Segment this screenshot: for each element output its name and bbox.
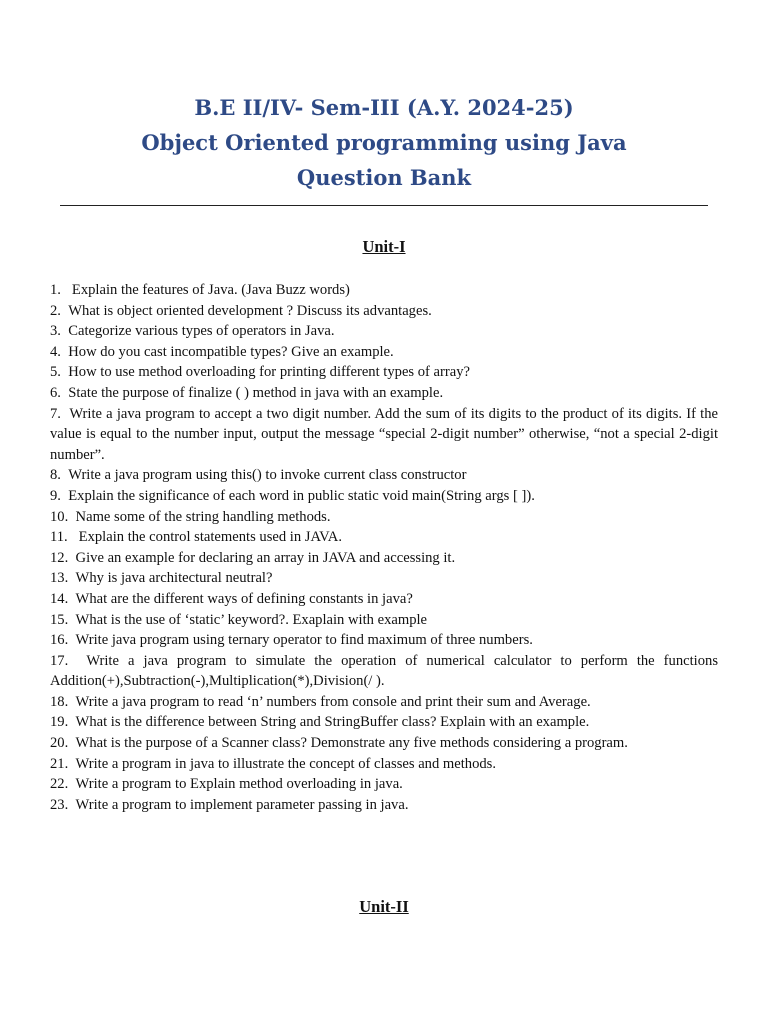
question-item <box>50 507 718 528</box>
question-number: 13. <box>50 570 69 587</box>
question-text: Write a java program using this() to invoke current class constructor <box>68 467 467 484</box>
question-item <box>50 568 718 589</box>
unit-2-title: Unit-II <box>359 897 409 916</box>
course-semester-line: B.E II/IV- Sem-III (A.Y. 2024-25) <box>194 95 574 120</box>
question-item <box>50 548 718 569</box>
question-number: 18. <box>50 693 69 710</box>
question-number: 14. <box>50 590 69 607</box>
question-number: 12. <box>50 549 69 566</box>
question-number: 19. <box>50 714 69 731</box>
question-text: What is the use of ‘static’ keyword?. Exaplain with example <box>75 611 428 628</box>
question-item <box>50 589 718 610</box>
question-number: 4. <box>50 343 61 360</box>
question-text: State the purpose of finalize ( ) method in java with an example. <box>68 384 444 401</box>
question-number: 23. <box>50 796 69 813</box>
question-item <box>50 280 718 301</box>
question-number: 2. <box>50 302 61 319</box>
question-item <box>50 795 718 816</box>
question-text: What is the purpose of a Scanner class? Demonstrate any five methods considering a program. <box>75 735 628 752</box>
question-item <box>50 774 718 795</box>
question-text: Write a program to Explain method overloading in java. <box>75 776 403 793</box>
question-item <box>50 465 718 486</box>
question-text: Name some of the string handling methods. <box>75 508 331 525</box>
question-text: Write a java program to accept a two digit number. Add the sum of its digits to the product of its digits. If the value is equal to the number input, output the message “special 2-digit number” otherwise, “not a special 2-digit number”. <box>50 405 719 463</box>
question-number: 16. <box>50 632 69 649</box>
question-number: 15. <box>50 611 69 628</box>
horizontal-divider <box>60 205 708 206</box>
question-number: 10. <box>50 508 69 525</box>
question-text: What are the different ways of defining constants in java? <box>75 590 413 607</box>
document-type-title: Question Bank <box>296 165 472 190</box>
question-number: 7. <box>50 405 61 422</box>
question-text: Write a java program to simulate the operation of numerical calculator to perform the functions Addition(+),Subtraction(-),Multiplication(*),Division(/ ). <box>50 652 718 690</box>
question-number: 3. <box>50 323 61 340</box>
question-text: What is the difference between String and StringBuffer class? Explain with an example. <box>75 714 590 731</box>
question-number: 21. <box>50 755 69 772</box>
question-text: Give an example for declaring an array in JAVA and accessing it. <box>75 549 456 566</box>
question-number: 6. <box>50 384 61 401</box>
unit-1-title: Unit-I <box>362 237 406 256</box>
question-item <box>50 754 718 775</box>
question-text: Categorize various types of operators in Java. <box>68 323 335 340</box>
question-item <box>50 630 718 651</box>
question-item <box>50 301 718 322</box>
question-text: Explain the features of Java. (Java Buzz words) <box>71 282 350 298</box>
question-number: 20. <box>50 735 69 752</box>
question-item <box>50 527 718 548</box>
question-number: 5. <box>50 364 61 381</box>
question-text: Write a program in java to illustrate the concept of classes and methods. <box>75 755 497 772</box>
question-item <box>50 733 718 754</box>
question-item <box>50 651 718 692</box>
question-text: What is object oriented development ? Discuss its advantages. <box>68 302 432 319</box>
question-text: Why is java architectural neutral? <box>75 570 273 587</box>
question-number: 11. <box>50 529 68 546</box>
document-heading <box>0 90 768 195</box>
question-text: How do you cast incompatible types? Give an example. <box>68 343 394 360</box>
question-number: 9. <box>50 487 61 504</box>
question-item <box>50 362 718 383</box>
question-text: Write a program to implement parameter passing in java. <box>75 796 409 813</box>
question-text: Explain the control statements used in JAVA. <box>78 529 342 546</box>
question-item <box>50 404 718 466</box>
subject-title: Object Oriented programming using Java <box>141 130 627 155</box>
question-text: Explain the significance of each word in public static void main(String args [ ]). <box>68 487 535 504</box>
question-text: Write java program using ternary operator to find maximum of three numbers. <box>75 632 533 649</box>
question-item <box>50 610 718 631</box>
question-item <box>50 692 718 713</box>
question-item <box>50 321 718 342</box>
unit-1-question-list <box>50 280 718 815</box>
question-item <box>50 383 718 404</box>
question-text: How to use method overloading for printing different types of array? <box>68 364 471 381</box>
question-number: 8. <box>50 467 61 484</box>
question-item <box>50 712 718 733</box>
question-number: 17. <box>50 652 69 669</box>
question-item <box>50 342 718 363</box>
question-text: Write a java program to read ‘n’ numbers from console and print their sum and Average. <box>75 693 591 710</box>
question-number: 1. <box>50 282 61 298</box>
question-item <box>50 486 718 507</box>
question-number: 22. <box>50 776 69 793</box>
